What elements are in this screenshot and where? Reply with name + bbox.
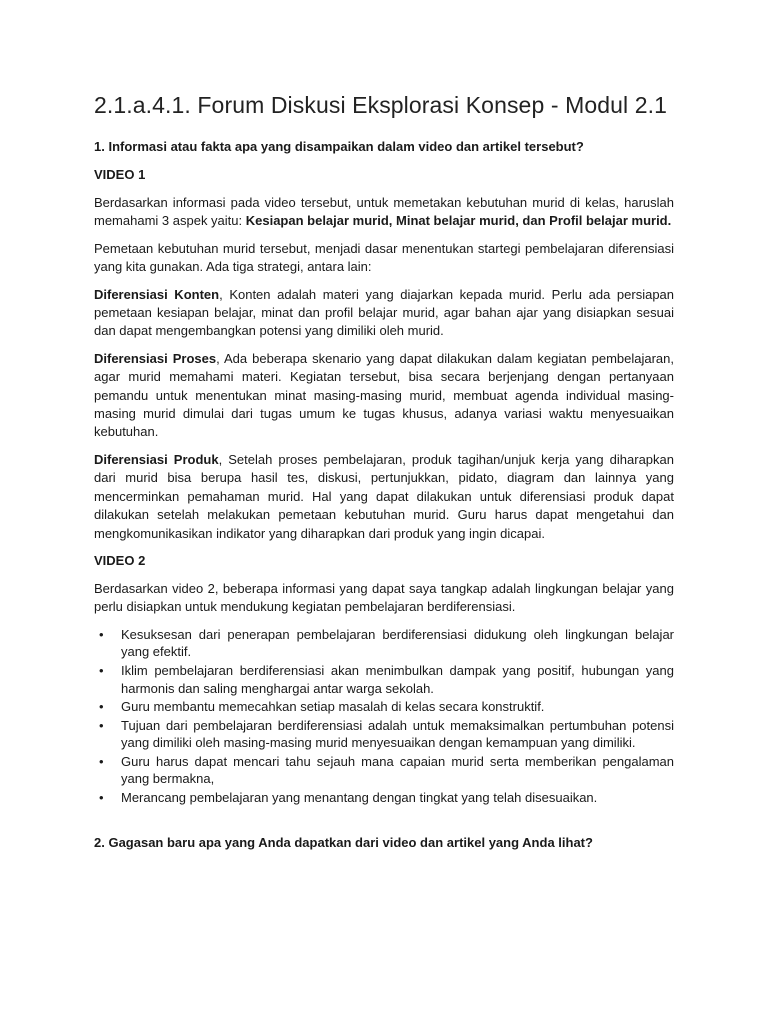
video-1-p1-text: Berdasarkan informasi pada video tersebut, untuk memetakan kebutuhan murid di kelas, haruslah memahami 3 aspek yaitu:	[94, 195, 674, 229]
list-item	[94, 662, 674, 697]
list-item	[94, 789, 674, 807]
video-2-bullet-list	[94, 626, 674, 807]
bullet-icon: •	[99, 626, 104, 642]
list-item	[94, 753, 674, 788]
list-item	[94, 626, 674, 661]
bullet-icon: •	[99, 790, 104, 806]
video-1-heading: VIDEO 1	[94, 167, 146, 182]
video-1-paragraph-1	[94, 194, 674, 231]
bullet-icon: •	[99, 753, 104, 769]
bullet-icon: •	[99, 662, 104, 678]
bullet-icon: •	[99, 699, 104, 715]
list-item-text: Guru membantu memecahkan setiap masalah di kelas secara konstruktif.	[121, 699, 545, 715]
document-title: 2.1.a.4.1. Forum Diskusi Eksplorasi Konsep - Modul 2.1	[94, 92, 667, 118]
video-2-intro: Berdasarkan video 2, beberapa informasi yang dapat saya tangkap adalah lingkungan belajar yang perlu disiapkan untuk mendukung kegiatan pembelajaran berdiferensiasi.	[94, 580, 674, 615]
bullet-icon: •	[99, 717, 104, 733]
diferensiasi-produk-paragraph	[94, 451, 674, 543]
diferensiasi-proses-paragraph	[94, 350, 674, 442]
list-item-text: Merancang pembelajaran yang menantang dengan tingkat yang telah disesuaikan.	[121, 790, 598, 806]
video-1-p1-bold: Kesiapan belajar murid, Minat belajar murid, dan Profil belajar murid.	[245, 213, 672, 229]
video-2-heading: VIDEO 2	[94, 552, 146, 568]
list-item-text: Iklim pembelajaran berdiferensiasi akan menimbulkan dampak yang positif, hubungan yang harmonis dan saling menghargai antar warga sekolah.	[121, 662, 674, 696]
question-1: 1. Informasi atau fakta apa yang disampaikan dalam video dan artikel tersebut?	[94, 139, 584, 154]
question-2: 2. Gagasan baru apa yang Anda dapatkan dari video dan artikel yang Anda lihat?	[94, 834, 593, 850]
diferensiasi-konten-paragraph	[94, 286, 674, 341]
list-item	[94, 717, 674, 752]
list-item-text: Guru harus dapat mencari tahu sejauh mana capaian murid serta memberikan pengalaman yang bermakna,	[121, 753, 674, 787]
list-item	[94, 698, 674, 716]
produk-label: Diferensiasi Produk	[94, 451, 219, 467]
list-item-text: Kesuksesan dari penerapan pembelajaran berdiferensiasi didukung oleh lingkungan belajar yang efektif.	[121, 626, 674, 660]
produk-text: , Setelah proses pembelajaran, produk tagihan/unjuk kerja yang diharapkan dari murid bisa berupa hasil tes, diskusi, pertunjukkan, pidato, diagram dan lainnya yang mencerminkan pemahaman murid. Hal yang dapat dilakukan untuk diferensiasi produk dapat dilakukan setelah melakukan pemetaan kebutuhan murid. Guru harus dapat mengetahui dan mengkomunikasikan indikator yang diharapkan dari produk yang ingin dicapai.	[94, 451, 674, 541]
konten-label: Diferensiasi Konten	[94, 286, 220, 302]
proses-label: Diferensiasi Proses	[94, 350, 217, 366]
proses-text: , Ada beberapa skenario yang dapat dilakukan dalam kegiatan pembelajaran, agar murid memahami materi. Kegiatan tersebut, bisa secara berjenjang dengan pertanyaan pemandu untuk menentukan minat masing-masing murid, membuat agenda individual masing-masing murid dimulai dari tugas umum ke tugas khusus, adanya variasi waktu menyesuaikan kebutuhan.	[94, 350, 674, 440]
konten-text: , Konten adalah materi yang diajarkan kepada murid. Perlu ada persiapan pemetaan kesiapan belajar, minat dan profil belajar murid, agar bahan ajar yang disiapkan sesuai dan dapat mengembangkan potensi yang dimiliki oleh murid.	[94, 286, 675, 339]
list-item-text: Tujuan dari pembelajaran berdiferensiasi adalah untuk memaksimalkan pertumbuhan potensi yang dimiliki oleh masing-masing murid menyesuaikan dengan kemampuan yang dimiliki.	[121, 717, 674, 751]
video-1-paragraph-2: Pemetaan kebutuhan murid tersebut, menjadi dasar menentukan startegi pembelajaran diferensiasi yang kita gunakan. Ada tiga strategi, antara lain:	[94, 240, 674, 275]
